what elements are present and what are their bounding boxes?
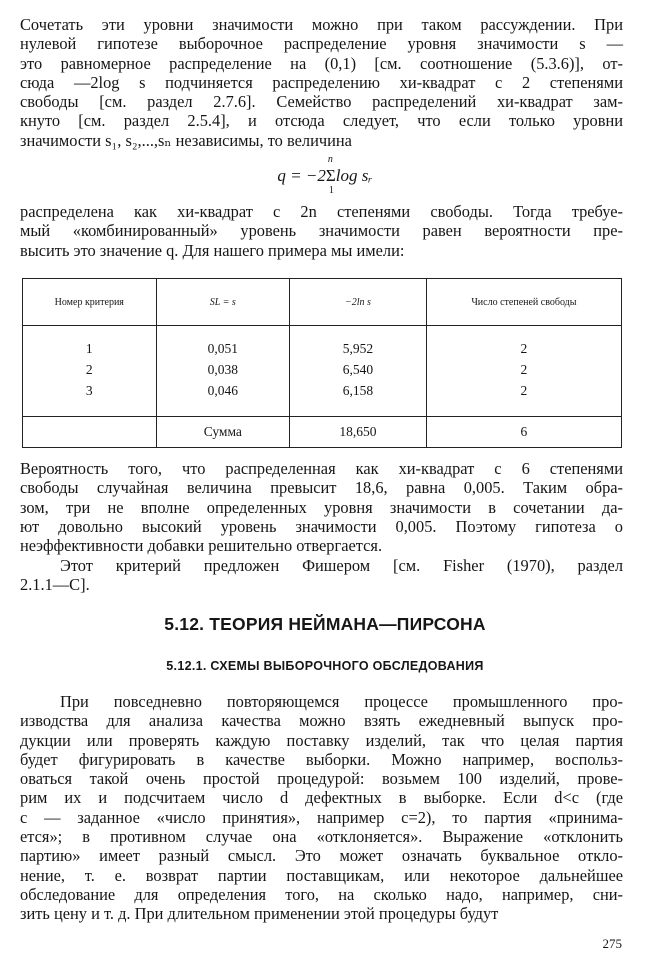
table-total-label: Сумма xyxy=(156,417,289,448)
paragraph-combining-significance xyxy=(20,15,623,150)
formula-lhs: q = −2 xyxy=(277,166,326,185)
table-total-value: 18,650 xyxy=(290,417,427,448)
table-cell: 2 xyxy=(520,383,528,398)
table-col-test-number xyxy=(23,326,157,417)
paragraph-fisher xyxy=(20,556,623,595)
text-line: значимости s₁, s₂,...,sₙ независимы, то величина xyxy=(20,130,352,150)
text-line: это равномерное распределение на (0,1) [см. соотношение (5.3.6)], от- xyxy=(20,53,623,73)
text-line: рим их и подсчитаем число d дефектных в выборке. Если d<c (где xyxy=(20,788,623,808)
text-line: изводства для анализа качества можно взять ежедневный выпуск про- xyxy=(20,711,623,731)
text-line: При повседневно повторяющемся процессе промышленного про- xyxy=(60,692,623,711)
table-header-dof: Число степеней свободы xyxy=(426,279,621,326)
table-header-test-number: Номер критерия xyxy=(23,279,157,326)
text-line: партию» имеет разный смысл. Это может означать буквальное откло- xyxy=(20,846,623,866)
table-cell: 2 xyxy=(520,341,528,356)
formula-sum xyxy=(325,154,336,196)
table-cell: 0,051 xyxy=(207,341,238,356)
text-line: свободы случайная величина превысит 18,6, равна 0,005. Таким обра- xyxy=(20,478,623,498)
section-title: 5.12. ТЕОРИЯ НЕЙМАНА—ПИРСОНА xyxy=(164,614,486,634)
text-line: оваться такой очень простой процедурой: возьмем 100 изделий, прове- xyxy=(20,769,623,789)
text-line: сюда —2log s подчиняется распределению хи-квадрат с 2 степенями xyxy=(20,72,623,92)
table-cell: 6,158 xyxy=(342,383,374,398)
text-line: зить цену и т. д. При длительном применении этой процедуры будут xyxy=(20,904,499,924)
text-line: распределена как хи-квадрат с 2n степенями свободы. Тогда требуе- xyxy=(20,202,623,221)
table-header-minus-2ln: −2ln s xyxy=(290,279,427,326)
formula-q xyxy=(0,154,650,196)
table-col-minus-2ln xyxy=(290,326,427,417)
text-line: Этот критерий предложен Фишером [см. Fisher (1970), раздел xyxy=(60,556,623,575)
text-line: дукции или проверять каждую поставку изделий, так что целая партия xyxy=(20,730,623,750)
text-line: высить это значение q. Для нашего примера мы имели: xyxy=(20,240,405,260)
paragraph-probability xyxy=(20,459,623,555)
text-line: будет фигурировать в качестве выборки. Можно например, воспольз- xyxy=(20,749,623,769)
table-header-sl: SL = s xyxy=(156,279,289,326)
page-number: 275 xyxy=(602,936,622,951)
table-row xyxy=(23,326,622,417)
text-line: зом, три не вполне определенных уровня значимости в сочетании да- xyxy=(20,497,623,517)
paragraph-sampling xyxy=(20,692,623,924)
text-line: кнуто [см. раздел 2.5.4], и отсюда следует, что если только уровни xyxy=(20,111,623,131)
table-cell: 2 xyxy=(85,362,93,377)
text-line: c — заданное «число принятия», например c=2), то партия «принима- xyxy=(20,807,623,827)
text-line: ют довольно высокий уровень значимости 0,005. Поэтому гипотеза о xyxy=(20,516,623,536)
table-cell: 6,540 xyxy=(342,362,374,377)
table-total-dof: 6 xyxy=(426,417,621,448)
table-cell: 0,046 xyxy=(207,383,238,398)
table-cell: 2 xyxy=(520,362,528,377)
subsection-title: 5.12.1. СХЕМЫ ВЫБОРОЧНОГО ОБСЛЕДОВАНИЯ xyxy=(166,659,484,673)
formula-sum-symbol: Σ xyxy=(325,166,336,185)
text-line: Вероятность того, что распределенная как хи-квадрат с 6 степенями xyxy=(20,459,623,478)
paragraph-chi-square xyxy=(20,202,623,260)
text-line: неэффективности добавки решительно отвергается. xyxy=(20,536,383,556)
table-cell-empty xyxy=(23,417,157,448)
table-cell: 5,952 xyxy=(342,341,374,356)
text-line: обследование для определения того, на сколько надо, например, сни- xyxy=(20,884,623,904)
table-col-sl xyxy=(156,326,289,417)
text-line: нение, т. е. возврат партии поставщикам, или некоторое дальнейшее xyxy=(20,865,623,885)
text-line: ется»; в противном случае она «отклоняется». Выражение «отклонить xyxy=(20,827,623,847)
table-total-row xyxy=(23,417,622,448)
table-cell: 3 xyxy=(85,383,93,398)
text-line: Сочетать эти уровни значимости можно при таком рассуждении. При xyxy=(20,15,623,34)
text-line: свободы [см. раздел 2.7.6]. Семейство распределений хи-квадрат зам- xyxy=(20,92,623,112)
table-cell: 1 xyxy=(85,341,93,356)
text-line: мый «комбинированный» уровень значимости равен вероятности пре- xyxy=(20,221,623,241)
table-cell: 0,038 xyxy=(207,362,238,377)
formula-sum-bottom: 1 xyxy=(328,185,334,196)
formula-rhs: log sᵣ xyxy=(335,166,373,185)
text-line: 2.1.1—C]. xyxy=(20,575,90,595)
significance-table xyxy=(22,278,622,448)
text-line: нулевой гипотезе выборочное распределение уровня значимости s — xyxy=(20,34,623,54)
table-col-dof xyxy=(426,326,621,417)
table-header-row xyxy=(23,279,622,326)
formula-sum-top: n xyxy=(327,154,333,165)
